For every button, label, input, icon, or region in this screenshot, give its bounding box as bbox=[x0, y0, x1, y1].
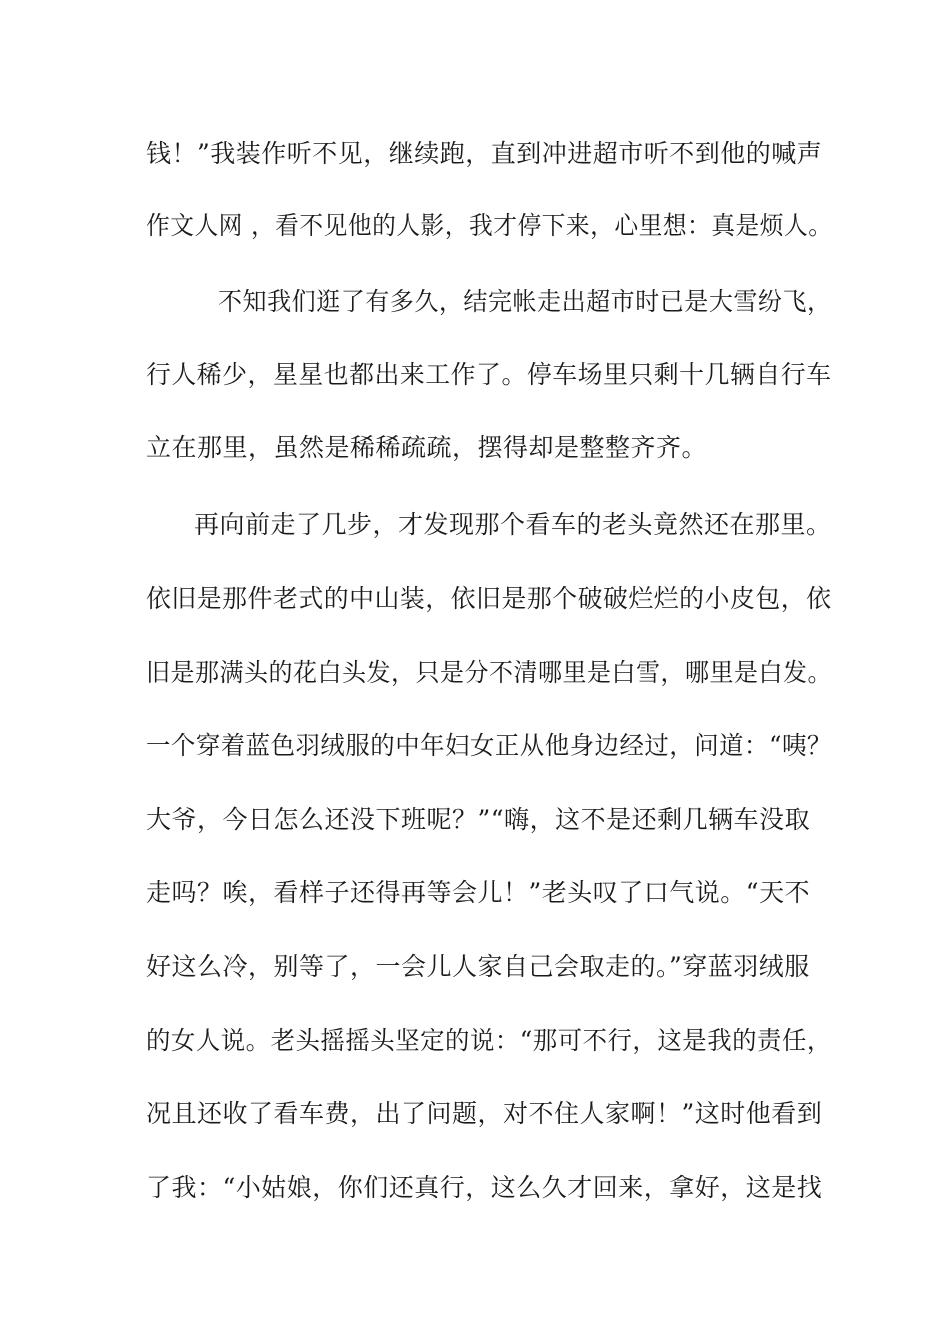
text-line: 行人稀少，星星也都出来工作了。停车场里只剩十几辆自行车 bbox=[146, 360, 832, 389]
text-line: 立在那里，虽然是稀稀疏疏，摆得却是整整齐齐。 bbox=[146, 433, 708, 462]
text-line: 好这么冷，别等了，一会儿人家自己会取走的。”穿蓝羽绒服 bbox=[146, 952, 810, 981]
text-line: 作文人网 ，看不见他的人影，我才停下来，心里想：真是烦人。 bbox=[146, 211, 833, 240]
paragraph-first-line: 再向前走了几步，才发现那个看车的老头竟然还在那里。 bbox=[194, 510, 832, 539]
text-line: 况且还收了看车费，出了问题，对不住人家啊！”这时他看到 bbox=[146, 1099, 823, 1128]
paragraph-first-line: 不知我们逛了有多久，结完帐走出超市时已是大雪纷飞， bbox=[218, 287, 832, 316]
text-line: 走吗？唉，看样子还得再等会儿！”老头叹了口气说。“天不 bbox=[146, 878, 811, 907]
text-line: 旧是那满头的花白头发，只是分不清哪里是白雪，哪里是白发。 bbox=[146, 658, 833, 687]
text-line: 一个穿着蓝色羽绒服的中年妇女正从他身边经过，问道：“咦？ bbox=[146, 731, 832, 760]
text-line: 大爷，今日怎么还没下班呢？”“嗨，这不是还剩几辆车没取 bbox=[146, 805, 811, 834]
text-line: 钱！”我装作听不见，继续跑，直到冲进超市听不到他的喊声 bbox=[146, 139, 823, 168]
text-line: 依旧是那件老式的中山装，依旧是那个破破烂烂的小皮包，依 bbox=[146, 584, 832, 613]
text-line: 了我：“小姑娘，你们还真行，这么久才回来，拿好，这是找 bbox=[146, 1173, 823, 1202]
text-line: 的女人说。老头摇摇头坚定的说：“那可不行，这是我的责任， bbox=[146, 1026, 832, 1055]
